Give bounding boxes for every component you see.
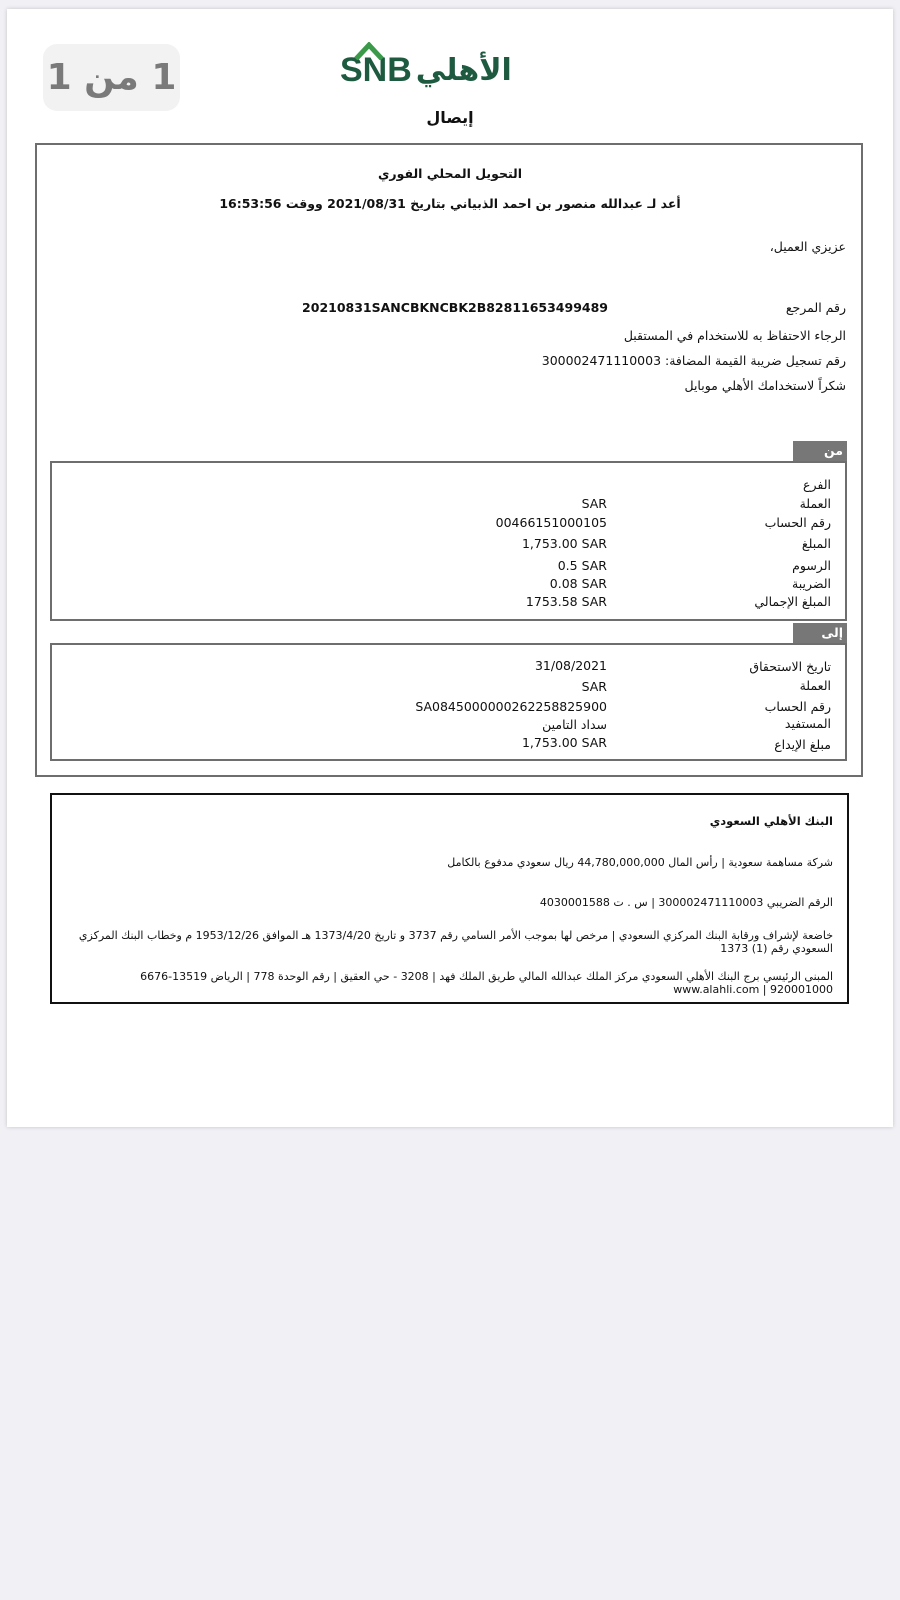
from-total-label: المبلغ الإجمالي — [754, 594, 831, 609]
to-currency-label: العملة — [799, 678, 831, 693]
prepared-for: أعد لـ عبدالله منصور بن احمد الذبياني بتاريخ 2021/08/31 ووقت 16:53:56 — [219, 196, 681, 211]
transfer-type: التحويل المحلي الفوري — [377, 166, 523, 181]
to-box — [50, 643, 847, 761]
from-account-label: رقم الحساب — [764, 515, 831, 530]
greeting: عزيزي العميل، — [769, 239, 846, 254]
from-tax-label: الضريبة — [792, 576, 831, 591]
footer-contact: www.alahli.com | 920001000 — [673, 983, 833, 996]
from-tax-value: 0.08 SAR — [549, 576, 607, 591]
logo-latin: SNB — [340, 50, 412, 89]
page-indicator: 1 من 1 — [43, 44, 180, 111]
from-amount-value: 1,753.00 SAR — [521, 536, 607, 551]
to-account-label: رقم الحساب — [764, 699, 831, 714]
to-due-date-label: تاريخ الاستحقاق — [749, 659, 831, 674]
to-currency-value: SAR — [581, 679, 607, 694]
from-heading: من — [793, 441, 847, 461]
snb-logo — [340, 42, 540, 98]
to-deposit-amount-label: مبلغ الإيداع — [774, 737, 831, 752]
footer-capital: شركة مساهمة سعودية | رأس المال 44,780,000,000 ريال سعودي مدفوع بالكامل — [447, 856, 833, 869]
from-fees-value: 0.5 SAR — [557, 558, 607, 573]
from-fees-label: الرسوم — [792, 558, 831, 573]
from-amount-label: المبلغ — [801, 536, 831, 551]
vat-registration: رقم تسجيل ضريبة القيمة المضافة: 300002471110003 — [541, 353, 846, 368]
thanks-note: شكراً لاستخدامك الأهلي موبايل — [684, 378, 846, 393]
footer-address: المبنى الرئيسي برج البنك الأهلي السعودي مركز الملك عبدالله المالي طريق الملك فهد | 3208 - حي العقيق | رقم الوحدة 778 | الرياض 13519-6676 — [140, 970, 833, 983]
to-beneficiary-label: المستفيد — [784, 716, 831, 731]
from-box — [50, 461, 847, 621]
logo-arabic: الأهلي — [415, 52, 512, 88]
footer-regulation: خاضعة لإشراف ورقابة البنك المركزي السعودي | مرخص لها بموجب الأمر السامي رقم 3737 و تاريخ 1373/4/20 هـ الموافق 1953/12/26 م وخطاب البنك المركزي السعودي رقم (1) 1373 — [78, 929, 833, 955]
from-branch-label: الفرع — [803, 477, 831, 492]
footer-bank-name: البنك الأهلي السعودي — [709, 814, 833, 828]
from-currency-label: العملة — [799, 496, 831, 511]
document-title: إيصال — [426, 108, 474, 127]
reference-value: 20210831SANCBKNCBK2B82811653499489 — [302, 300, 608, 315]
to-heading: إلى — [793, 623, 847, 643]
from-total-value: 1753.58 SAR — [525, 594, 607, 609]
footer-tax-info: الرقم الضريبي 300002471110003 | س . ت 4030001588 — [539, 896, 833, 909]
bank-footer — [50, 793, 849, 1004]
from-currency-value: SAR — [581, 496, 607, 511]
to-due-date-value: 31/08/2021 — [534, 658, 607, 673]
to-deposit-amount-value: 1,753.00 SAR — [521, 735, 607, 750]
logo-mark-icon — [354, 42, 384, 60]
to-beneficiary-value: سداد التامين — [542, 717, 607, 732]
reference-label: رقم المرجع — [785, 300, 846, 315]
from-account-value: 00466151000105 — [495, 515, 607, 530]
to-account-value: SA0845000000262258825900 — [415, 699, 607, 714]
keep-note: الرجاء الاحتفاظ به للاستخدام في المستقبل — [623, 328, 846, 343]
